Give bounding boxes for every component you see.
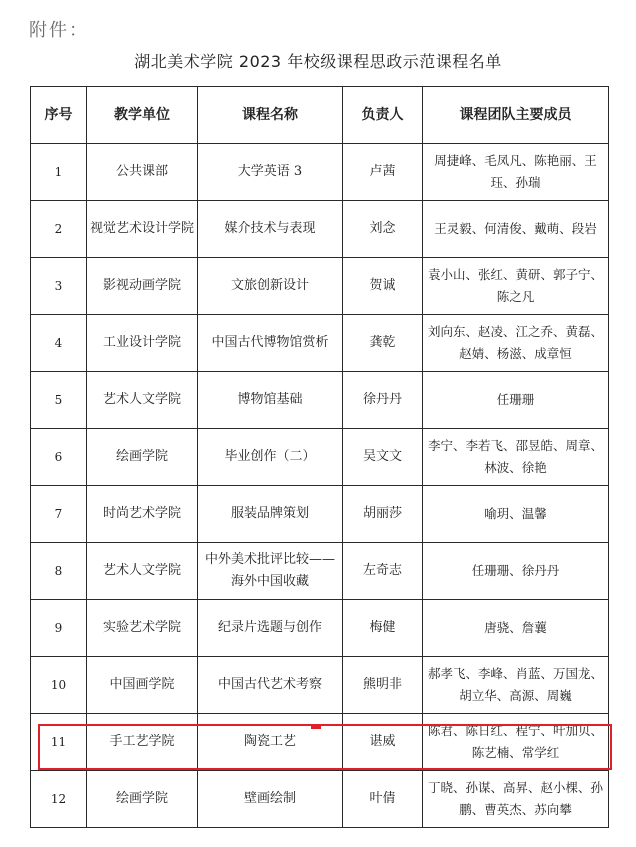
row-unit: 时尚艺术学院	[87, 486, 198, 543]
row-unit: 工业设计学院	[87, 315, 198, 372]
row-number: 9	[31, 600, 87, 657]
row-course: 大学英语 3	[198, 144, 343, 201]
row-course: 壁画绘制	[198, 771, 343, 828]
row-number: 2	[31, 201, 87, 258]
red-annotation-mark	[311, 725, 321, 729]
row-number: 1	[31, 144, 87, 201]
row-lead: 叶倩	[343, 771, 423, 828]
row-team: 郝孝飞、李峰、肖蓝、万国龙、胡立华、高源、周巍	[423, 657, 609, 714]
row-unit: 绘画学院	[87, 429, 198, 486]
row-unit: 公共课部	[87, 144, 198, 201]
row-unit: 艺术人文学院	[87, 543, 198, 600]
row-lead: 梅健	[343, 600, 423, 657]
row-course: 纪录片选题与创作	[198, 600, 343, 657]
row-number: 12	[31, 771, 87, 828]
table-row	[31, 258, 609, 315]
row-lead: 谌威	[343, 714, 423, 771]
row-unit: 手工艺学院	[87, 714, 198, 771]
row-course: 毕业创作（二）	[198, 429, 343, 486]
row-team: 周捷峰、毛凤凡、陈艳丽、王珏、孙瑞	[423, 144, 609, 201]
table-row	[31, 543, 609, 600]
row-team: 丁晓、孙谋、高昇、赵小棵、孙鹏、曹英杰、苏向攀	[423, 771, 609, 828]
course-list-table	[30, 86, 609, 828]
row-lead: 卢茜	[343, 144, 423, 201]
row-number: 8	[31, 543, 87, 600]
row-unit: 艺术人文学院	[87, 372, 198, 429]
row-number: 4	[31, 315, 87, 372]
row-course: 中国古代艺术考察	[198, 657, 343, 714]
row-unit: 中国画学院	[87, 657, 198, 714]
row-lead: 熊明非	[343, 657, 423, 714]
row-course: 服装品牌策划	[198, 486, 343, 543]
row-team: 喻玥、温馨	[423, 486, 609, 543]
row-lead: 龚乾	[343, 315, 423, 372]
table-row	[31, 429, 609, 486]
row-course: 陶瓷工艺	[198, 714, 343, 771]
table-row	[31, 486, 609, 543]
row-course: 博物馆基础	[198, 372, 343, 429]
row-lead: 贺诚	[343, 258, 423, 315]
header-unit: 教学单位	[87, 87, 198, 144]
row-lead: 左奇志	[343, 543, 423, 600]
row-team: 王灵毅、何清俊、戴萌、段岩	[423, 201, 609, 258]
row-team: 刘向东、赵凌、江之乔、黄磊、赵婧、杨滋、成章恒	[423, 315, 609, 372]
row-team: 袁小山、张红、黄研、郭子宁、陈之凡	[423, 258, 609, 315]
row-number: 6	[31, 429, 87, 486]
row-unit: 实验艺术学院	[87, 600, 198, 657]
row-team: 任珊珊、徐丹丹	[423, 543, 609, 600]
row-lead: 徐丹丹	[343, 372, 423, 429]
table-row	[31, 771, 609, 828]
header-lead: 负责人	[343, 87, 423, 144]
row-lead: 刘念	[343, 201, 423, 258]
row-team: 陈君、陈日红、程宁、叶加贝、陈艺楠、常学红	[423, 714, 609, 771]
row-unit: 影视动画学院	[87, 258, 198, 315]
row-number: 10	[31, 657, 87, 714]
row-course: 中国古代博物馆赏析	[198, 315, 343, 372]
table-row	[31, 201, 609, 258]
attachment-label: 附件：	[29, 20, 89, 41]
row-number: 3	[31, 258, 87, 315]
row-unit: 绘画学院	[87, 771, 198, 828]
row-lead: 吴文文	[343, 429, 423, 486]
table-row	[31, 600, 609, 657]
table-row	[31, 144, 609, 201]
header-number: 序号	[31, 87, 87, 144]
row-team: 唐骁、詹蘘	[423, 600, 609, 657]
row-team: 李宁、李若飞、邵昱皓、周章、林波、徐艳	[423, 429, 609, 486]
row-course: 中外美术批评比较——海外中国收藏	[198, 543, 343, 600]
row-course: 文旅创新设计	[198, 258, 343, 315]
table-row	[31, 372, 609, 429]
row-number: 5	[31, 372, 87, 429]
row-lead: 胡丽莎	[343, 486, 423, 543]
row-number: 11	[31, 714, 87, 771]
highlight-annotation-box	[38, 724, 612, 770]
table-row	[31, 657, 609, 714]
document-title: 湖北美术学院 2023 年校级课程思政示范课程名单	[134, 52, 502, 71]
table-row	[31, 315, 609, 372]
row-course: 媒介技术与表现	[198, 201, 343, 258]
row-number: 7	[31, 486, 87, 543]
row-team: 任珊珊	[423, 372, 609, 429]
header-course: 课程名称	[198, 87, 343, 144]
table-header-row	[31, 87, 609, 144]
header-team: 课程团队主要成员	[423, 87, 609, 144]
row-unit: 视觉艺术设计学院	[87, 201, 198, 258]
